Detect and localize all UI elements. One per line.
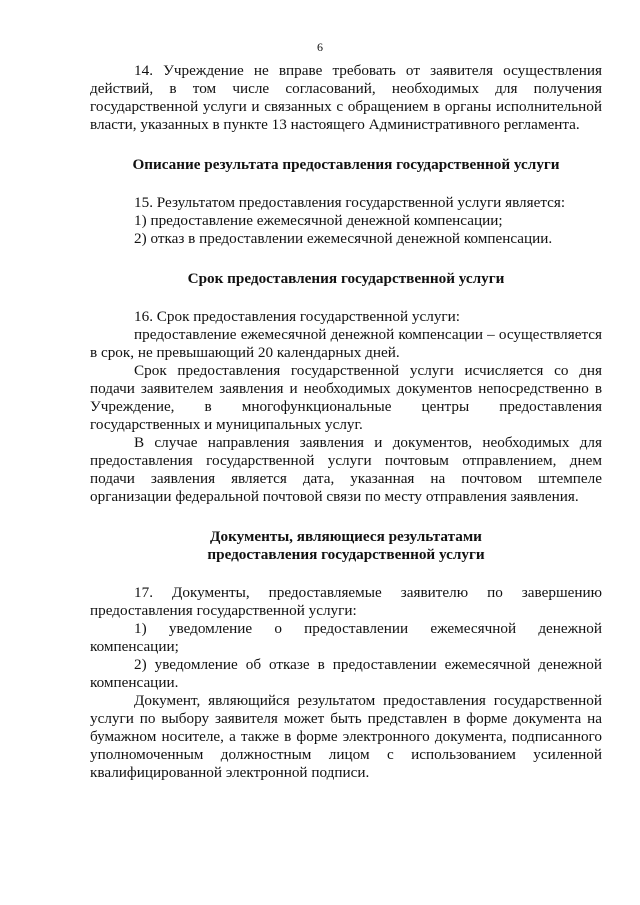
text-line: 2) уведомление об отказе в предоставлении ежемесячной денежной — [134, 656, 602, 673]
text-line: 15. Результатом предоставления государственной услуги является: — [134, 194, 566, 211]
paragraph-16 — [90, 308, 602, 506]
text-line: Учреждение, в многофункциональные центры предоставления — [90, 398, 602, 415]
text-line: 17. Документы, предоставляемые заявителю по завершению — [134, 584, 602, 601]
section-heading-result: Описание результата предоставления государственной услуги — [132, 156, 560, 173]
section-heading-term: Срок предоставления государственной услуги — [187, 270, 505, 287]
text-line: предоставления государственной услуги почтовым отправлением, днем — [90, 452, 602, 469]
text-line: организации федеральной почтовой связи по месту отправления заявления. — [90, 488, 579, 505]
text-line: 16. Срок предоставления государственной услуги: — [134, 308, 460, 325]
text-line: предоставления государственной услуги: — [90, 602, 357, 619]
text-line: компенсации. — [90, 674, 179, 691]
text-line: 1) уведомление о предоставлении ежемесячной денежной — [134, 620, 602, 637]
text-line: Срок предоставления государственной услуги исчисляется со дня — [134, 362, 602, 379]
text-line: 14. Учреждение не вправе требовать от заявителя осуществления — [134, 62, 602, 79]
page-number: 6 — [317, 40, 323, 54]
heading-line: Документы, являющиеся результатами — [210, 528, 482, 545]
text-line: бумажном носителе, а также в форме электронного документа, подписанного — [90, 728, 602, 745]
text-line: услуги по выбору заявителя может быть представлен в форме документа на — [90, 710, 602, 727]
section-heading-documents — [90, 528, 602, 564]
text-line: 1) предоставление ежемесячной денежной компенсации; — [134, 212, 503, 229]
paragraph-17 — [90, 584, 602, 782]
text-line: действий, в том числе согласований, необходимых для получения — [90, 80, 602, 97]
paragraph-14 — [90, 62, 602, 134]
text-line: государственных и муниципальных услуг. — [90, 416, 363, 433]
text-line: подачи заявителем заявления и необходимых документов непосредственно в — [90, 380, 602, 397]
text-line: В случае направления заявления и документов, необходимых для — [134, 434, 602, 451]
text-line: предоставление ежемесячной денежной компенсации – осуществляется — [134, 326, 602, 343]
text-line: квалифицированной электронной подписи. — [90, 764, 370, 781]
text-line: государственной услуги и связанных с обращением в органы исполнительной — [90, 98, 602, 115]
heading-line: предоставления государственной услуги — [207, 546, 485, 563]
text-line: уполномоченным должностным лицом с использованием усиленной — [90, 746, 602, 763]
paragraph-15 — [90, 194, 602, 248]
text-line: 2) отказ в предоставлении ежемесячной денежной компенсации. — [134, 230, 553, 247]
text-line: в срок, не превышающий 20 календарных дней. — [90, 344, 400, 361]
text-line: компенсации; — [90, 638, 179, 655]
document-body — [90, 62, 602, 782]
text-line: подачи заявления является дата, указанная на почтовом штемпеле — [90, 470, 602, 487]
text-line: власти, указанных в пункте 13 настоящего Административного регламента. — [90, 116, 580, 133]
text-line: Документ, являющийся результатом предоставления государственной — [134, 692, 602, 709]
